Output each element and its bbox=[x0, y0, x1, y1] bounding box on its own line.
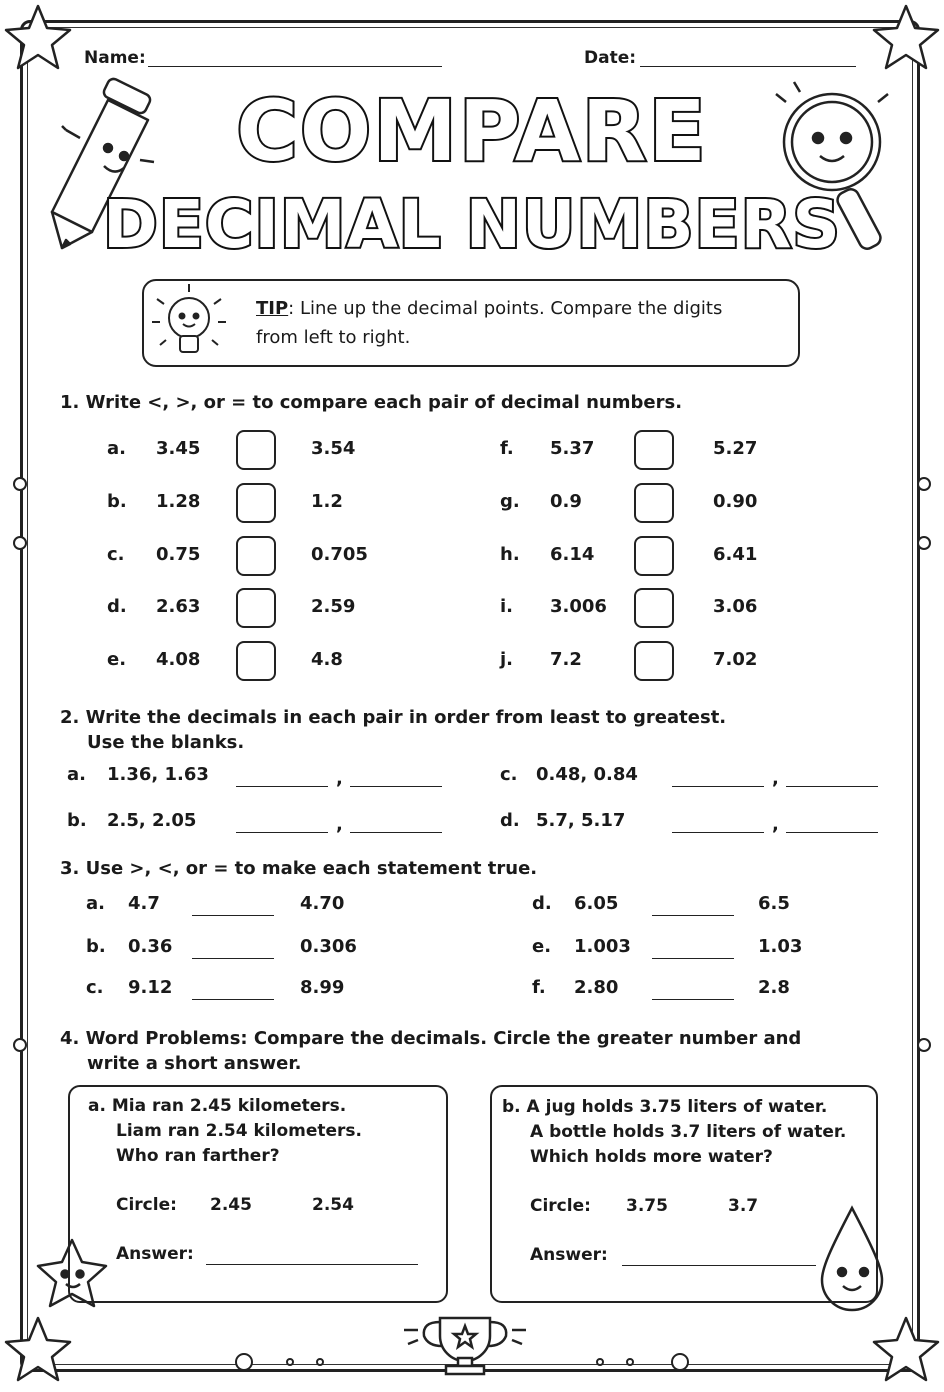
title-line1: COMPARE bbox=[236, 82, 708, 180]
blank-field[interactable] bbox=[652, 958, 734, 959]
blank-field[interactable] bbox=[192, 958, 274, 959]
tip-text: TIP: Line up the decimal points. Compare the digits from left to right. bbox=[256, 298, 723, 348]
q2-prompt: 2. Write the decimals in each pair in order from least to greatest. bbox=[60, 707, 727, 728]
item-letter: b. bbox=[107, 491, 127, 512]
item-letter: c. bbox=[107, 544, 125, 565]
item-letter: c. bbox=[500, 764, 518, 785]
item-letter: a. bbox=[107, 438, 126, 459]
item-letter: a. bbox=[86, 893, 105, 914]
date-label: Date: bbox=[584, 48, 637, 68]
item-letter: d. bbox=[500, 810, 520, 831]
item-letter: c. bbox=[86, 977, 104, 998]
wp-b-circle-label: Circle: bbox=[530, 1196, 591, 1216]
wp-b-line1: b. A jug holds 3.75 liters of water. bbox=[502, 1097, 828, 1117]
decimal-value: 4.70 bbox=[300, 893, 345, 914]
decimal-value: 2.63 bbox=[156, 596, 201, 617]
item-letter: b. bbox=[86, 936, 106, 957]
decimal-value: 0.9 bbox=[550, 491, 582, 512]
decimal-value: 7.02 bbox=[713, 649, 758, 670]
decimal-value: 1.2 bbox=[311, 491, 343, 512]
decimal-pair: 5.7, 5.17 bbox=[536, 810, 626, 831]
wp-a-choice-2[interactable]: 2.54 bbox=[312, 1195, 354, 1215]
decimal-value: 0.75 bbox=[156, 544, 201, 565]
wp-b-line2: A bottle holds 3.7 liters of water. bbox=[530, 1122, 847, 1142]
item-letter: d. bbox=[107, 596, 127, 617]
blank-field[interactable] bbox=[786, 832, 878, 833]
wp-b-answer-field[interactable] bbox=[622, 1265, 816, 1266]
blank-field[interactable] bbox=[192, 915, 274, 916]
decimal-value: 6.05 bbox=[574, 893, 619, 914]
decimal-value: 1.28 bbox=[156, 491, 201, 512]
decimal-value: 5.37 bbox=[550, 438, 595, 459]
answer-box[interactable] bbox=[634, 430, 674, 470]
item-letter: f. bbox=[500, 438, 514, 459]
comma: , bbox=[336, 768, 343, 789]
decimal-value: 3.06 bbox=[713, 596, 758, 617]
blank-field[interactable] bbox=[350, 786, 442, 787]
title-line2: DECIMAL NUMBERS bbox=[103, 186, 841, 263]
decimal-value: 6.5 bbox=[758, 893, 790, 914]
decimal-value: 3.54 bbox=[311, 438, 356, 459]
wp-a-line1: a. Mia ran 2.45 kilometers. bbox=[88, 1096, 347, 1116]
answer-box[interactable] bbox=[634, 483, 674, 523]
blank-field[interactable] bbox=[192, 999, 274, 1000]
wp-a-answer-label: Answer: bbox=[116, 1244, 194, 1264]
q4-prompt: 4. Word Problems: Compare the decimals. Circle the greater number and bbox=[60, 1028, 802, 1049]
item-letter: h. bbox=[500, 544, 520, 565]
wp-a-answer-field[interactable] bbox=[206, 1264, 418, 1265]
item-letter: b. bbox=[67, 810, 87, 831]
blank-field[interactable] bbox=[652, 999, 734, 1000]
decimal-value: 0.90 bbox=[713, 491, 758, 512]
blank-field[interactable] bbox=[236, 832, 328, 833]
item-letter: g. bbox=[500, 491, 520, 512]
trophy-icon bbox=[404, 1318, 526, 1374]
decimal-value: 0.705 bbox=[311, 544, 368, 565]
q3-prompt: 3. Use >, <, or = to make each statement true. bbox=[60, 858, 538, 879]
wp-b-choice-2[interactable]: 3.7 bbox=[728, 1196, 759, 1216]
decimal-value: 9.12 bbox=[128, 977, 173, 998]
date-field[interactable] bbox=[640, 66, 856, 67]
item-letter: a. bbox=[67, 764, 86, 785]
blank-field[interactable] bbox=[350, 832, 442, 833]
star-icon bbox=[6, 6, 70, 68]
wp-a-line3: Who ran farther? bbox=[116, 1146, 280, 1166]
answer-box[interactable] bbox=[236, 641, 276, 681]
blank-field[interactable] bbox=[672, 832, 764, 833]
blank-field[interactable] bbox=[236, 786, 328, 787]
answer-box[interactable] bbox=[236, 588, 276, 628]
decimal-value: 8.99 bbox=[300, 977, 345, 998]
answer-box[interactable] bbox=[236, 430, 276, 470]
decimal-value: 1.003 bbox=[574, 936, 631, 957]
q2-prompt-line2: Use the blanks. bbox=[87, 732, 245, 753]
q4-prompt-line2: write a short answer. bbox=[87, 1053, 302, 1074]
answer-box[interactable] bbox=[236, 536, 276, 576]
decimal-value: 2.80 bbox=[574, 977, 619, 998]
decimal-value: 4.8 bbox=[311, 649, 343, 670]
decimal-value: 7.2 bbox=[550, 649, 582, 670]
name-label: Name: bbox=[84, 48, 146, 68]
wp-a-circle-label: Circle: bbox=[116, 1195, 177, 1215]
wp-b-line3: Which holds more water? bbox=[530, 1147, 773, 1167]
answer-box[interactable] bbox=[634, 641, 674, 681]
blank-field[interactable] bbox=[786, 786, 878, 787]
wp-b-choice-1[interactable]: 3.75 bbox=[626, 1196, 668, 1216]
item-letter: j. bbox=[500, 649, 514, 670]
item-letter: i. bbox=[500, 596, 514, 617]
decimal-pair: 1.36, 1.63 bbox=[107, 764, 209, 785]
decimal-value: 1.03 bbox=[758, 936, 803, 957]
blank-field[interactable] bbox=[672, 786, 764, 787]
comma: , bbox=[336, 814, 343, 835]
decimal-value: 4.7 bbox=[128, 893, 160, 914]
answer-box[interactable] bbox=[634, 536, 674, 576]
comma: , bbox=[772, 768, 779, 789]
wp-a-line2: Liam ran 2.54 kilometers. bbox=[116, 1121, 363, 1141]
decimal-pair: 2.5, 2.05 bbox=[107, 810, 197, 831]
item-letter: e. bbox=[532, 936, 552, 957]
answer-box[interactable] bbox=[236, 483, 276, 523]
tip-label: TIP bbox=[256, 298, 289, 319]
decimal-value: 4.08 bbox=[156, 649, 201, 670]
star-icon bbox=[874, 6, 938, 68]
blank-field[interactable] bbox=[652, 915, 734, 916]
decimal-value: 2.59 bbox=[311, 596, 356, 617]
item-letter: e. bbox=[107, 649, 127, 670]
item-letter: f. bbox=[532, 977, 546, 998]
decimal-value: 5.27 bbox=[713, 438, 758, 459]
name-field[interactable] bbox=[148, 66, 442, 67]
decimal-value: 3.45 bbox=[156, 438, 201, 459]
decimal-value: 6.41 bbox=[713, 544, 758, 565]
decimal-value: 0.306 bbox=[300, 936, 357, 957]
wp-b-answer-label: Answer: bbox=[530, 1245, 608, 1265]
decimal-value: 2.8 bbox=[758, 977, 790, 998]
item-letter: d. bbox=[532, 893, 552, 914]
decimal-value: 6.14 bbox=[550, 544, 595, 565]
star-icon bbox=[874, 1318, 938, 1380]
star-icon bbox=[6, 1318, 70, 1380]
decimal-value: 3.006 bbox=[550, 596, 607, 617]
comma: , bbox=[772, 814, 779, 835]
q1-prompt: 1. Write <, >, or = to compare each pair of decimal numbers. bbox=[60, 392, 683, 413]
decimal-pair: 0.48, 0.84 bbox=[536, 764, 638, 785]
wp-a-choice-1[interactable]: 2.45 bbox=[210, 1195, 252, 1215]
decimal-value: 0.36 bbox=[128, 936, 173, 957]
answer-box[interactable] bbox=[634, 588, 674, 628]
